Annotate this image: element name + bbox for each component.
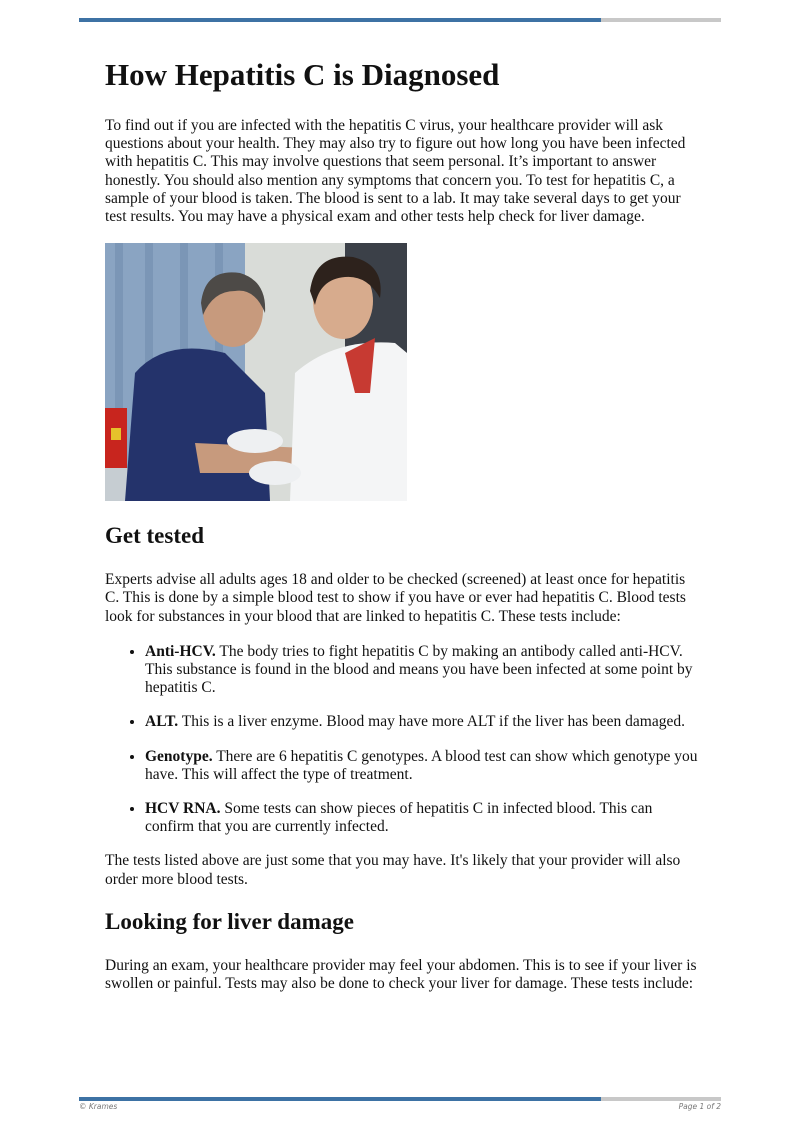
get-tested-paragraph: Experts advise all adults ages 18 and older to be checked (screened) at least once for hepatitis C. This is done by a simple blood test to show if you have or ever had hepatitis C. Blood tests look for substances in your blood that are linked to hepatitis C. These tests include: — [105, 571, 686, 625]
list-item-text: There are 6 hepatitis C genotypes. A blood test can show which genotype you have. This will affect the type of treatment. — [145, 747, 698, 783]
page-title: How Hepatitis C is Diagnosed — [105, 57, 500, 92]
list-item-term: HCV RNA. — [145, 800, 221, 818]
list-item — [145, 748, 700, 784]
list-item — [145, 800, 700, 836]
list-item-text: The body tries to fight hepatitis C by making an antibody called anti-HCV. This substance is found in the blood and means you have been infected at some point by hepatitis C. — [145, 642, 693, 697]
list-item — [145, 643, 700, 698]
list-item-term: Genotype. — [145, 747, 213, 765]
document-body — [105, 55, 700, 993]
copyright-text: © Krames — [79, 1102, 118, 1111]
header-bar — [79, 18, 721, 22]
page-number: Page 1 of 2 — [678, 1102, 721, 1111]
intro-paragraph: To find out if you are infected with the hepatitis C virus, your healthcare provider will ask questions about your health. They may also try to figure out how long you have been infected with hepatitis C. This may involve questions that seem personal. It’s important to answer honestly. You should also mention any symptoms that concern you. To test for hepatitis C, a sample of your blood is taken. The blood is sent to a lab. It may take several days to get your test results. You may have a physical exam and other tests help check for liver damage. — [105, 117, 686, 226]
liver-damage-paragraph: During an exam, your healthcare provider may feel your abdomen. This is to see if your liver is swollen or painful. Tests may also be done to check your liver for damage. These tests include: — [105, 956, 697, 993]
doctor-patient-blood-test-photo — [105, 243, 407, 501]
list-item-text: Some tests can show pieces of hepatitis C in infected blood. This can confirm that you are currently infected. — [145, 800, 653, 836]
footer-bar — [79, 1097, 721, 1101]
section-heading-get-tested: Get tested — [105, 523, 204, 549]
list-item-text: This is a liver enzyme. Blood may have more ALT if the liver has been damaged. — [178, 713, 685, 731]
list-item — [145, 713, 700, 731]
header-bar-accent — [79, 18, 601, 22]
test-list — [105, 643, 700, 837]
list-item-term: ALT. — [145, 713, 179, 731]
section-heading-liver-damage: Looking for liver damage — [105, 908, 354, 934]
list-item-term: Anti-HCV. — [145, 642, 216, 660]
footer-bar-accent — [79, 1097, 601, 1101]
closing-paragraph: The tests listed above are just some that you may have. It's likely that your provider will also order more blood tests. — [105, 852, 681, 888]
